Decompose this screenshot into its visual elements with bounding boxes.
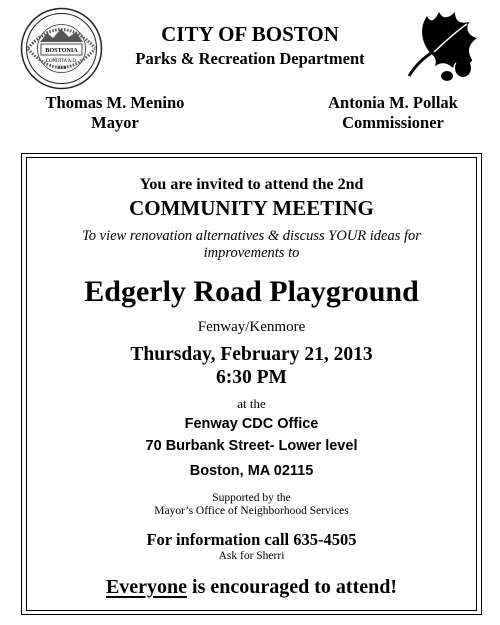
meeting-date: Thursday, February 21, 2013 — [130, 344, 373, 365]
commissioner-title: Commissioner — [342, 113, 444, 132]
commissioner-block — [293, 93, 493, 133]
purpose-line-2: improvements to — [203, 245, 300, 261]
invite-line: You are invited to attend the 2nd — [139, 176, 364, 193]
svg-text:BOSTONIA: BOSTONIA — [45, 47, 78, 54]
commissioner-name: Antonia M. Pollak — [328, 93, 458, 112]
contact-line: Ask for Sherri — [218, 550, 285, 562]
closing-line — [27, 575, 476, 599]
info-phone-line: For information call 635-4505 — [146, 530, 357, 549]
meeting-time: 6:30 PM — [216, 367, 287, 388]
at-the-text: at the — [237, 396, 266, 411]
venue-name: Fenway CDC Office — [184, 416, 319, 432]
venue-address: 70 Burbank Street- Lower level — [145, 438, 358, 454]
meeting-title: COMMUNITY MEETING — [129, 196, 374, 220]
mayor-name: Thomas M. Menino — [45, 93, 185, 112]
mayor-block — [15, 93, 215, 133]
park-name: Edgerly Road Playground — [84, 275, 419, 308]
venue-city: Boston, MA 02115 — [189, 463, 314, 479]
oak-leaf-acorn-logo — [401, 6, 483, 82]
support-line-2: Mayor’s Office of Neighborhood Services — [154, 505, 349, 517]
department-name: Parks & Recreation Department — [135, 49, 365, 68]
city-seal — [20, 7, 103, 90]
purpose-line-1: To view renovation alternatives & discuss YOUR ideas for — [82, 228, 421, 244]
neighborhood: Fenway/Kenmore — [197, 319, 306, 335]
support-line-1: Supported by the — [212, 492, 291, 504]
svg-text:1630: 1630 — [56, 66, 67, 71]
mayor-title: Mayor — [91, 113, 139, 132]
org-title: CITY OF BOSTON — [161, 22, 339, 46]
svg-text:CONDITA A.D.: CONDITA A.D. — [45, 59, 78, 64]
closing-rest: is encouraged to attend! — [187, 576, 398, 598]
closing-emphasis: Everyone — [105, 576, 188, 598]
